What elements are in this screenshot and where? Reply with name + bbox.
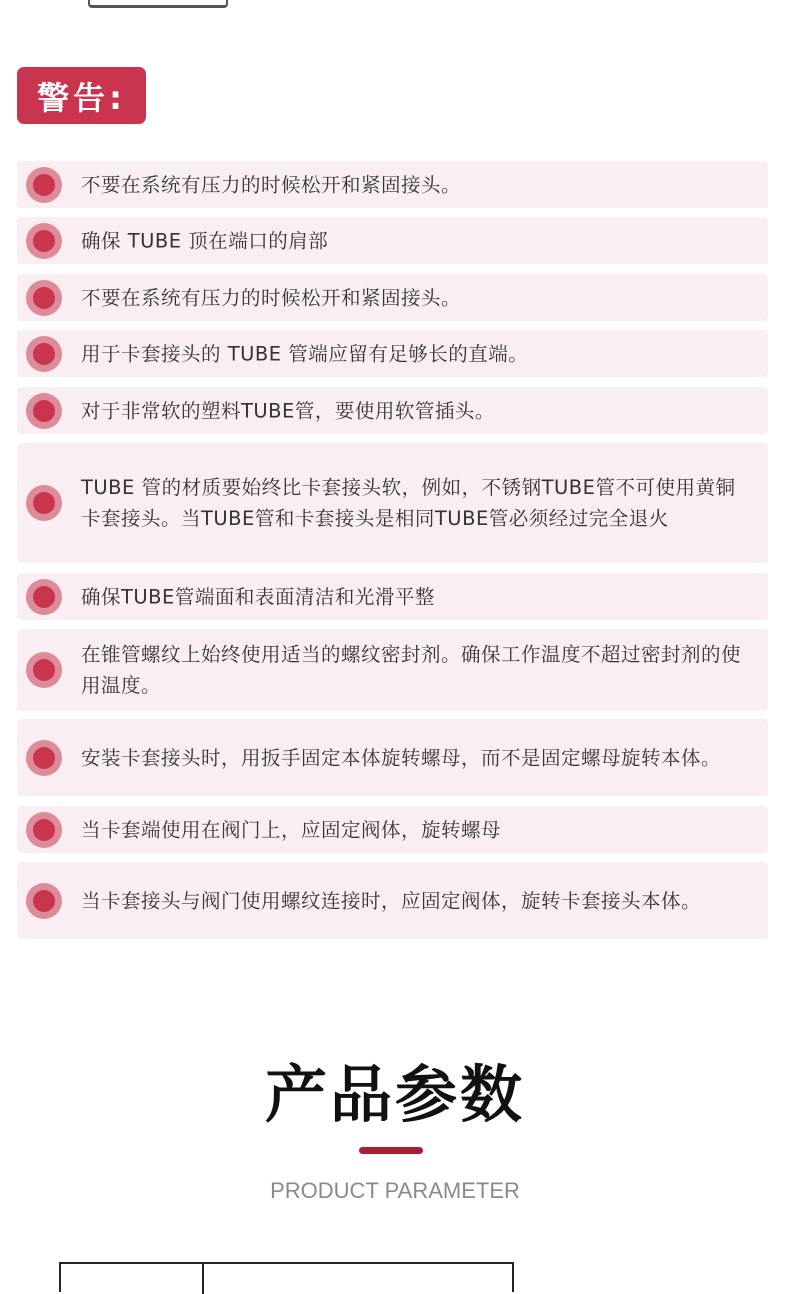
section-subtitle: PRODUCT PARAMETER — [270, 1178, 520, 1203]
parameter-table-top — [59, 1262, 514, 1292]
warning-item — [17, 330, 768, 377]
warning-item — [17, 274, 768, 321]
bullet-icon — [26, 740, 62, 776]
warning-item-text: 用于卡套接头的 TUBE 管端应留有足够长的直端。 — [81, 342, 529, 365]
warning-item — [17, 806, 768, 853]
bullet-icon — [26, 223, 62, 259]
warning-item — [17, 387, 768, 434]
bullet-icon — [26, 280, 62, 316]
bullet-icon — [26, 652, 62, 688]
warning-item-text: 不要在系统有压力的时候松开和紧固接头。 — [81, 286, 462, 309]
section-title: 产品参数 — [264, 1058, 525, 1131]
warning-badge: 警告: — [17, 67, 146, 124]
warning-item-text: 不要在系统有压力的时候松开和紧固接头。 — [81, 173, 462, 196]
bullet-icon — [26, 336, 62, 372]
warning-item-text: 确保TUBE管端面和表面清洁和光滑平整 — [81, 585, 435, 608]
table-column-divider — [202, 1264, 204, 1294]
warning-item-text: 当卡套接头与阀门使用螺纹连接时，应固定阀体，旋转卡套接头本体。 — [81, 889, 702, 912]
bullet-icon — [26, 485, 62, 521]
warning-item-text: 对于非常软的塑料TUBE管，要使用软管插头。 — [81, 399, 495, 422]
product-image-edge — [88, 0, 228, 8]
warning-item-text: 在锥管螺纹上始终使用适当的螺纹密封剂。确保工作温度不超过密封剂的使用温度。 — [81, 643, 742, 697]
warning-item — [17, 217, 768, 264]
bullet-icon — [26, 812, 62, 848]
warning-item-text: 当卡套端使用在阀门上，应固定阀体，旋转螺母 — [81, 818, 502, 841]
warning-item-text: 确保 TUBE 顶在端口的肩部 — [81, 229, 329, 252]
warning-item — [17, 862, 768, 939]
warning-item — [17, 629, 768, 711]
warning-item — [17, 443, 768, 563]
warning-item — [17, 573, 768, 620]
warning-item-text: 安装卡套接头时，用扳手固定本体旋转螺母，而不是固定螺母旋转本体。 — [81, 746, 722, 769]
warning-item — [17, 719, 768, 796]
title-underline — [359, 1147, 423, 1154]
warning-item-text: TUBE 管的材质要始终比卡套接头软，例如，不锈钢TUBE管不可使用黄铜卡套接头。当TUBE管和卡套接头是相同TUBE管必须经过完全退火 — [81, 476, 736, 530]
warning-item — [17, 161, 768, 208]
bullet-icon — [26, 393, 62, 429]
bullet-icon — [26, 883, 62, 919]
bullet-icon — [26, 167, 62, 203]
bullet-icon — [26, 579, 62, 615]
